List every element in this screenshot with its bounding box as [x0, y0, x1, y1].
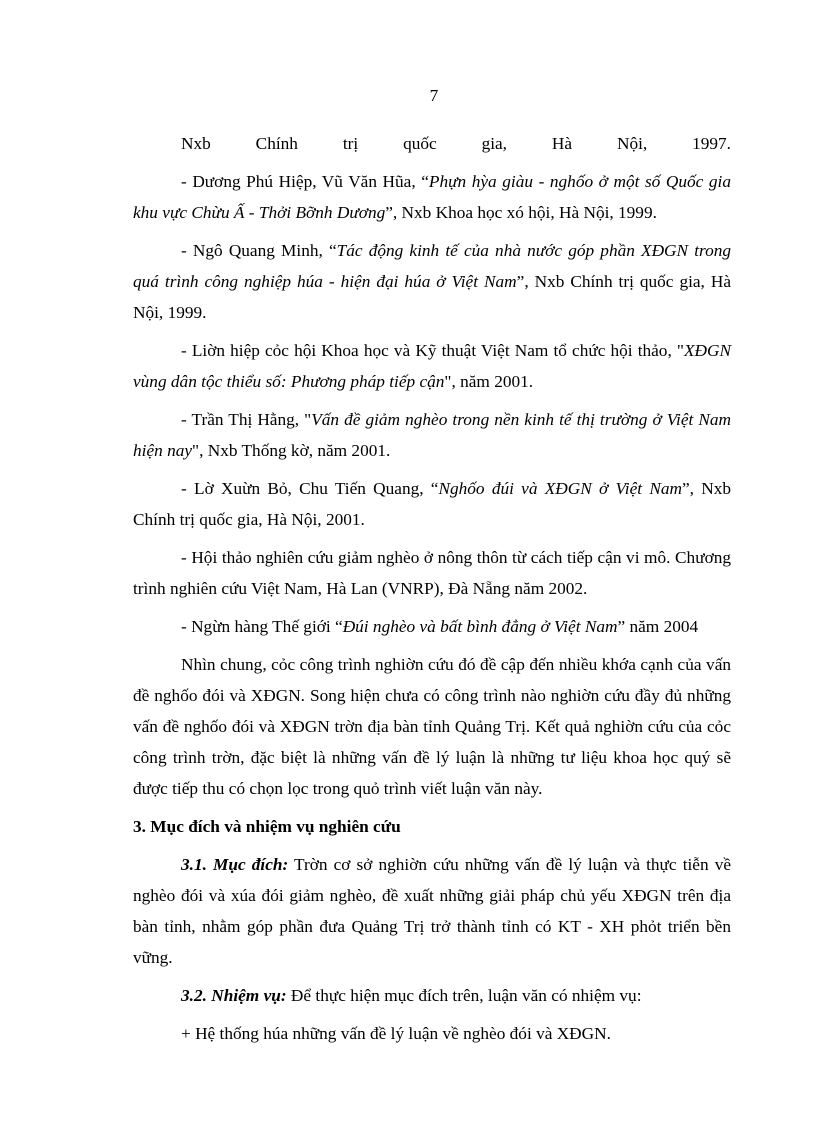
document-body: [133, 128, 731, 1056]
reference-title: Phựn hỳa giàu - nghốo ở một số Quốc gia khu vực Chừu Ấ - Thởi Bỡnh Dương: [133, 172, 731, 222]
reference-item: [133, 335, 731, 397]
reference-item: [133, 404, 731, 466]
reference-authors: - Trần Thị Hằng, ": [181, 410, 312, 429]
task-item: + Hệ thống húa những vấn đề lý luận về nghèo đói và XĐGN.: [181, 1024, 611, 1043]
reference-title: Nghốo đúi và XĐGN ở Việt Nam: [438, 479, 682, 498]
reference-authors: - Ngừn hàng Thế giới “: [181, 617, 343, 636]
reference-item: [133, 235, 731, 328]
section-3-1-paragraph: [133, 849, 731, 973]
reference-text: - Hội thảo nghiên cứu giảm nghèo ở nông thôn từ cách tiếp cận vi mô. Chương trình nghiên cứu Việt Nam, Hà Lan (VNRP), Đà Nẵng năm 2002.: [133, 548, 731, 598]
section-heading: 3. Mục đích và nhiệm vụ nghiên cứu: [133, 817, 401, 836]
summary-paragraph: Nhìn chung, cỏc công trình nghiờn cứu đó đề cập đến nhiều khớa cạnh của vấn đề nghốo đói và XĐGN. Song hiện chưa có công trình nào nghiờn cứu đầy đủ những vấn đề nghốo đói và XĐGN trờn địa bàn tỉnh Quảng Trị. Kết quả nghiờn cứu của cỏc công trình trờn, đặc biệt là những vấn đề lý luận là những tư liệu khoa học quý sẽ được tiếp thu có chọn lọc trong quỏ trình viết luận văn này.: [133, 655, 731, 798]
reference-publisher: ”, Nxb Khoa học xó hội, Hà Nội, 1999.: [385, 203, 657, 222]
reference-title: XĐGN vùng dân tộc thiểu số: Phương pháp tiếp cận: [133, 341, 731, 391]
section-3-1-label: 3.1. Mục đích:: [181, 855, 289, 874]
reference-item: [133, 166, 731, 228]
section-3-1-text: Trờn cơ sở nghiờn cứu những vấn đề lý luận và thực tiễn về nghèo đói và xúa đói giảm nghèo, đề xuất những giải pháp chủ yếu XĐGN trên địa bàn tỉnh, nhằm góp phần đưa Quảng Trị trở thành tỉnh có KT - XH phỏt triển bền vững.: [133, 855, 732, 967]
reference-authors: - Dương Phú Hiệp, Vũ Văn Hũa, “: [181, 172, 429, 191]
reference-publisher: ”, Nxb Chính trị quốc gia, Hà Nội, 1999.: [133, 272, 731, 322]
reference-publisher: ” năm 2004: [617, 617, 699, 636]
reference-item: Nxb Chính trị quốc gia, Hà Nội, 1997.: [181, 134, 731, 153]
reference-publisher: ", năm 2001.: [444, 372, 534, 391]
reference-item: [133, 542, 731, 604]
reference-title: Vấn đề giảm nghèo trong nền kinh tế thị trường ở Việt Nam hiện nay: [133, 410, 731, 460]
reference-title: Tác động kinh tế của nhà nước góp phần XĐGN trong quá trình công nghiệp húa - hiện đại húa ở Việt Nam: [133, 241, 732, 291]
section-3-2-label: 3.2. Nhiệm vụ:: [181, 986, 287, 1005]
page-number: 7: [429, 86, 439, 105]
section-3-2-text: Để thực hiện mục đích trên, luận văn có nhiệm vụ:: [286, 986, 642, 1005]
reference-item: [133, 611, 731, 642]
reference-item: [133, 473, 731, 535]
section-3-2-paragraph: [133, 980, 731, 1011]
reference-authors: - Lờ Xuừn Bỏ, Chu Tiến Quang, “: [181, 479, 439, 498]
reference-authors: - Ngô Quang Minh, “: [181, 241, 337, 260]
reference-publisher: ", Nxb Thống kờ, năm 2001.: [192, 441, 391, 460]
reference-publisher: ”, Nxb Chính trị quốc gia, Hà Nội, 2001.: [133, 479, 731, 529]
reference-title: Đúi nghèo và bất bình đẳng ở Việt Nam: [342, 617, 618, 636]
reference-authors: - Liờn hiệp cỏc hội Khoa học và Kỹ thuật Việt Nam tổ chức hội thảo, ": [181, 341, 684, 360]
